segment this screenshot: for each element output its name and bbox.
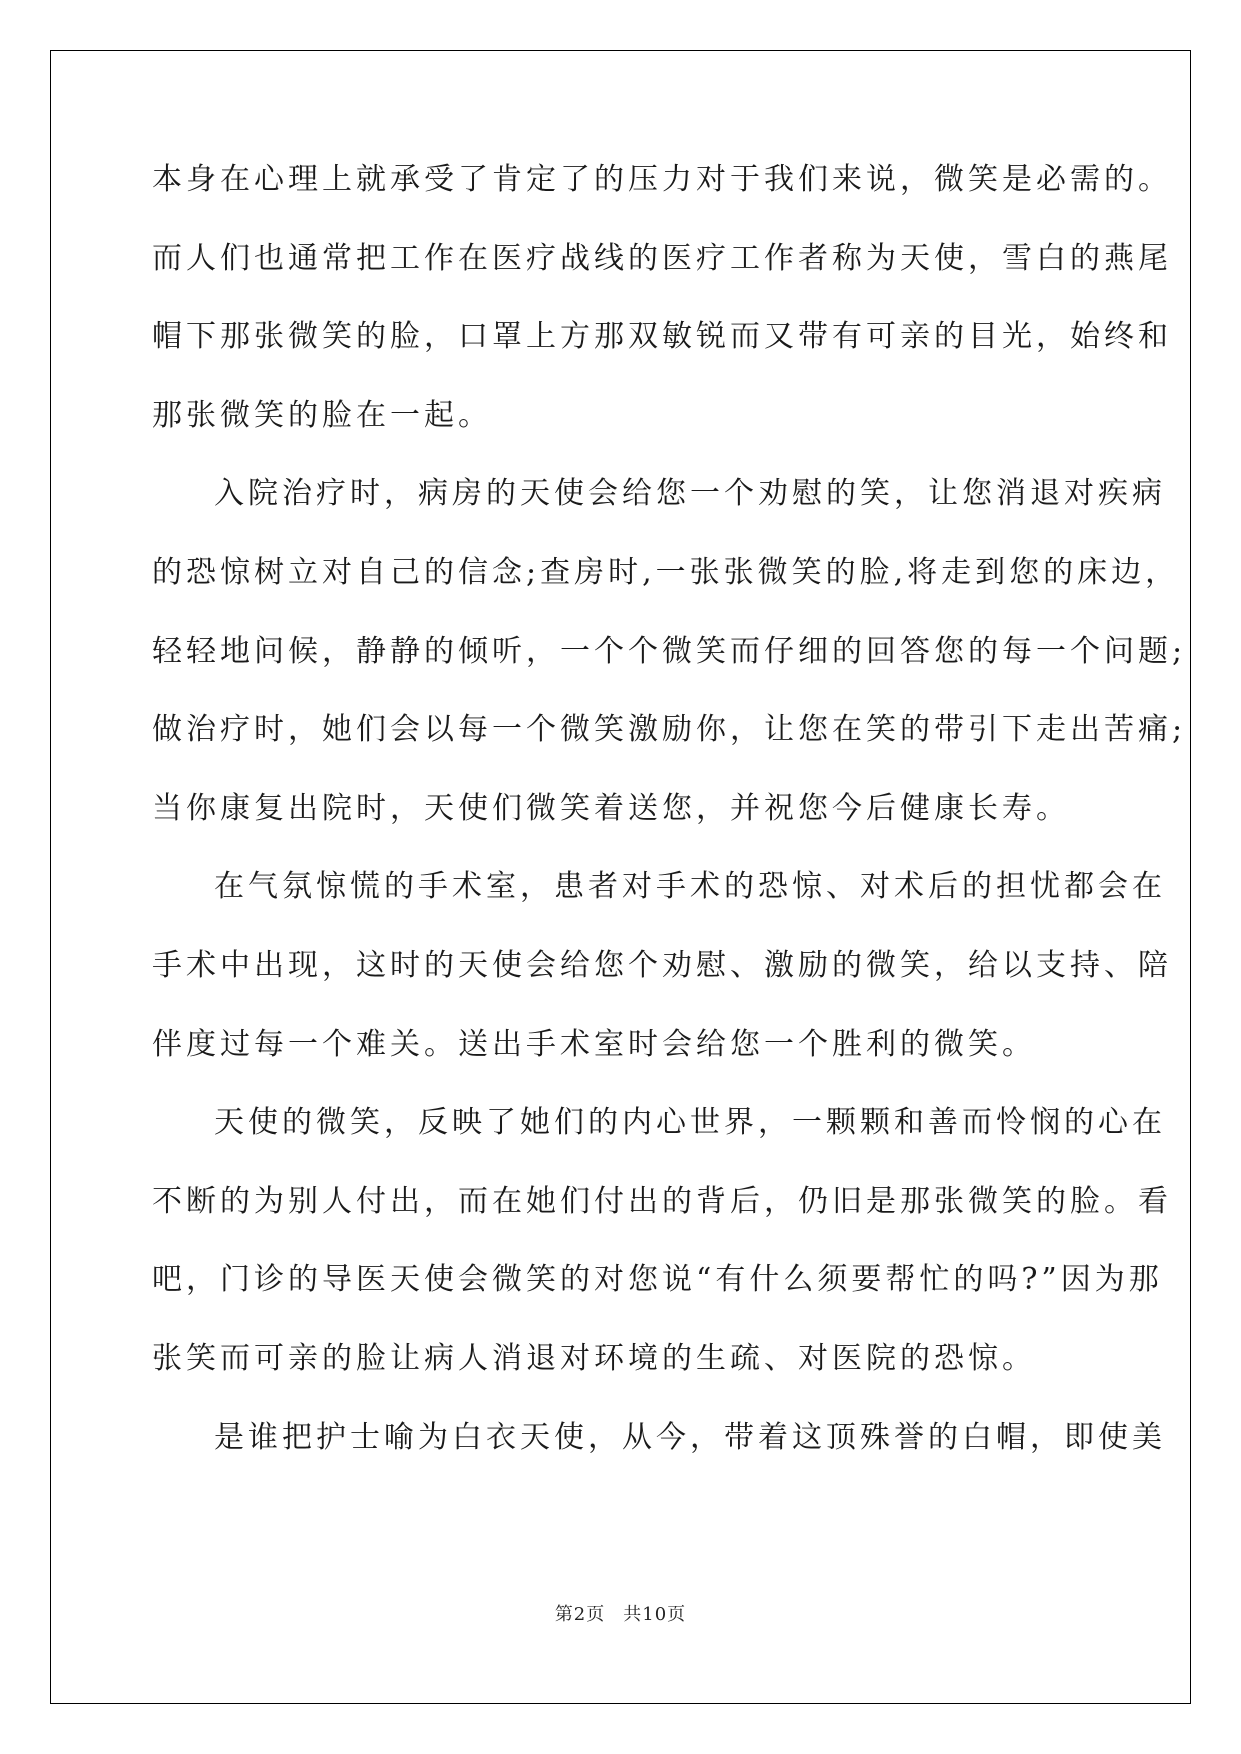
text-line: 那张微笑的脸在一起。 (152, 397, 492, 433)
text-line: 做治疗时，她们会以每一个微笑激励你，让您在笑的带引下走出苦痛; (152, 712, 1187, 748)
text-line: 手术中出现，这时的天使会给您个劝慰、激励的微笑，给以支持、陪 (152, 947, 1172, 983)
text-line: 而人们也通常把工作在医疗战线的医疗工作者称为天使，雪白的燕尾 (152, 240, 1172, 276)
paragraph-start-line: 在气氛惊慌的手术室，患者对手术的恐惊、对术后的担忧都会在 (214, 869, 1166, 905)
text-line: 帽下那张微笑的脸，口罩上方那双敏锐而又带有可亲的目光，始终和 (152, 319, 1172, 355)
text-line: 本身在心理上就承受了肯定了的压力对于我们来说，微笑是必需的。 (152, 162, 1172, 197)
paragraph-start-line: 入院治疗时，病房的天使会给您一个劝慰的笑，让您消退对疾病 (214, 476, 1166, 512)
text-line: 伴度过每一个难关。送出手术室时会给您一个胜利的微笑。 (152, 1026, 1036, 1062)
page-total: 共10页 (623, 1604, 687, 1625)
text-line: 不断的为别人付出，而在她们付出的背后，仍旧是那张微笑的脸。看 (152, 1183, 1172, 1219)
text-line: 的恐惊树立对自己的信念;查房时,一张张微笑的脸,将走到您的床边， (152, 554, 1180, 590)
page-footer (0, 1600, 1241, 1626)
document-body (152, 160, 1187, 1496)
paragraph-start-line: 是谁把护士喻为白衣天使，从今，带着这顶殊誉的白帽，即使美 (214, 1419, 1166, 1455)
text-line: 吧，门诊的导医天使会微笑的对您说“有什么须要帮忙的吗?”因为那 (152, 1262, 1163, 1298)
text-line: 张笑而可亲的脸让病人消退对环境的生疏、对医院的恐惊。 (152, 1340, 1036, 1376)
page-number: 第2页 (554, 1604, 606, 1625)
text-line: 轻轻地问候，静静的倾听，一个个微笑而仔细的回答您的每一个问题; (152, 633, 1187, 669)
paragraph-start-line: 天使的微笑，反映了她们的内心世界，一颗颗和善而怜悯的心在 (214, 1105, 1166, 1141)
text-line: 当你康复出院时，天使们微笑着送您，并祝您今后健康长寿。 (152, 790, 1070, 826)
